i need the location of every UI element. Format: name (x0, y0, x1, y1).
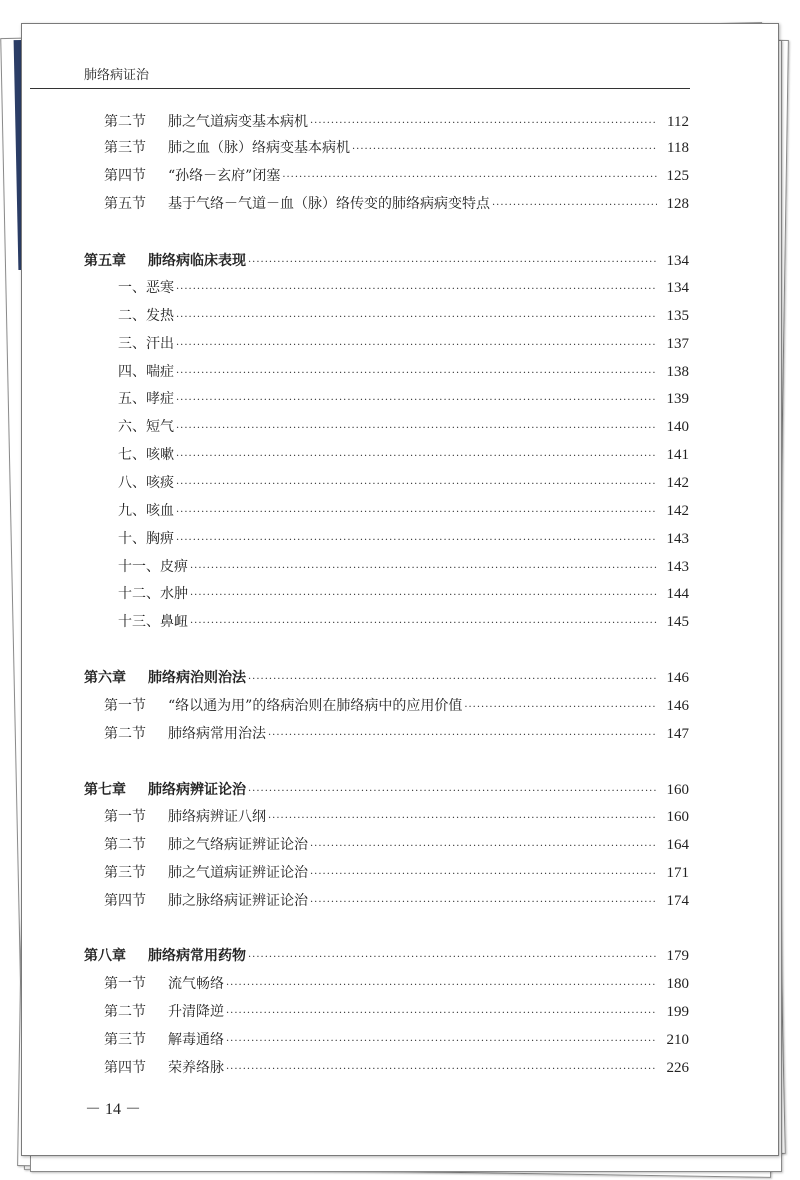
toc-item-row (118, 417, 689, 437)
toc-page: 160 (666, 809, 689, 825)
toc-title: 四、喘症 (118, 364, 174, 380)
toc-number: 第一节 (104, 698, 146, 714)
toc-title: 肺络病辨证论治 (148, 782, 246, 798)
toc-page: 160 (666, 782, 689, 798)
dot-leader (226, 976, 657, 996)
toc-title: “络以通为用”的络病治则在肺络病中的应用价值 (168, 698, 463, 714)
running-header: 肺络病证治 (84, 68, 150, 83)
toc-page: 180 (666, 976, 689, 992)
dot-leader (176, 391, 657, 411)
toc-number: 第六章 (84, 670, 126, 686)
toc-section-row (104, 194, 689, 214)
toc-page: 137 (666, 336, 689, 352)
toc-page: 143 (666, 559, 689, 575)
toc-page: 128 (666, 196, 689, 212)
toc-page: 179 (666, 948, 689, 964)
toc-page: 199 (666, 1004, 689, 1020)
toc-page: 112 (667, 114, 689, 130)
dot-leader (310, 865, 657, 885)
toc-section-row (104, 974, 689, 994)
dot-leader (190, 559, 657, 579)
toc-section-row (104, 1002, 689, 1022)
toc-item-row (118, 445, 689, 465)
toc-page: 144 (666, 586, 689, 602)
toc-number: 第三节 (104, 865, 146, 881)
toc-chapter-row (84, 780, 689, 800)
dot-leader (226, 1032, 657, 1052)
toc-title: 肺之气道病变基本病机 (168, 114, 308, 130)
dot-leader (190, 586, 657, 606)
toc-title: 五、哮症 (118, 391, 174, 407)
dot-leader (310, 893, 657, 913)
toc-page: 174 (666, 893, 689, 909)
toc-item-row (118, 473, 689, 493)
dot-leader (310, 114, 657, 134)
toc-title: 十三、鼻衄 (118, 614, 188, 630)
dot-leader (464, 698, 657, 718)
dot-leader (352, 140, 657, 160)
toc-page: 226 (666, 1060, 689, 1076)
toc-section-row (104, 807, 689, 827)
toc-item-row (118, 306, 689, 326)
toc-section-row (104, 112, 689, 132)
toc-title: 流气畅络 (168, 976, 224, 992)
toc-page: 138 (666, 364, 689, 380)
toc-page: 140 (666, 419, 689, 435)
page-number: － 14 － (85, 1101, 142, 1118)
toc-number: 第一节 (104, 809, 146, 825)
toc-title: 肺之脉络病证辨证论治 (168, 893, 308, 909)
toc-item-row (118, 362, 689, 382)
dot-leader (282, 168, 657, 188)
dot-leader (176, 531, 657, 551)
dot-leader (176, 280, 657, 300)
dot-leader (492, 196, 657, 216)
toc-title: 十二、水肿 (118, 586, 188, 602)
dot-leader (268, 726, 657, 746)
toc-title: 二、发热 (118, 308, 174, 324)
toc-item-row (118, 529, 689, 549)
dot-leader (176, 308, 657, 328)
toc-section-row (104, 696, 689, 716)
toc-chapter-row (84, 251, 689, 271)
toc-title: “孙络－玄府”闭塞 (168, 168, 281, 184)
toc-page: 146 (666, 698, 689, 714)
toc-title: 八、咳痰 (118, 475, 174, 491)
dot-leader (268, 809, 657, 829)
dot-leader (226, 1060, 657, 1080)
toc-page: 171 (666, 865, 689, 881)
toc-number: 第五章 (84, 253, 126, 269)
toc-title: 荣养络脉 (168, 1060, 224, 1076)
toc-item-row (118, 612, 689, 632)
toc-page: 142 (666, 503, 689, 519)
toc-title: 十、胸痹 (118, 531, 174, 547)
toc-title: 肺之气络病证辨证论治 (168, 837, 308, 853)
toc-title: 六、短气 (118, 419, 174, 435)
toc-section-row (104, 835, 689, 855)
toc-title: 肺络病治则治法 (148, 670, 246, 686)
dot-leader (176, 475, 657, 495)
toc-chapter-row (84, 668, 689, 688)
toc-number: 第四节 (104, 168, 146, 184)
toc-page: 210 (666, 1032, 689, 1048)
toc-section-row (104, 1058, 689, 1078)
book-page (21, 23, 779, 1156)
toc-number: 第三节 (104, 140, 146, 156)
dot-leader (248, 948, 657, 968)
toc-number: 第七章 (84, 782, 126, 798)
toc-title: 解毒通络 (168, 1032, 224, 1048)
toc-item-row (118, 389, 689, 409)
dot-leader (176, 447, 657, 467)
toc-page: 147 (666, 726, 689, 742)
toc-page: 134 (666, 253, 689, 269)
toc-number: 第八章 (84, 948, 126, 964)
header-rule (30, 88, 690, 89)
toc-title: 肺络病常用药物 (148, 948, 246, 964)
toc-section-row (104, 1030, 689, 1050)
toc-page: 145 (666, 614, 689, 630)
toc-page: 135 (666, 308, 689, 324)
toc-page: 139 (666, 391, 689, 407)
dot-leader (310, 837, 657, 857)
dot-leader (176, 336, 657, 356)
toc-section-row (104, 863, 689, 883)
toc-section-row (104, 166, 689, 186)
dot-leader (176, 364, 657, 384)
toc-page: 118 (667, 140, 689, 156)
toc-title: 肺络病辨证八纲 (168, 809, 266, 825)
toc-page: 143 (666, 531, 689, 547)
toc-item-row (118, 584, 689, 604)
dot-leader (248, 670, 657, 690)
toc-page: 164 (666, 837, 689, 853)
toc-title: 肺之血（脉）络病变基本病机 (168, 140, 350, 156)
toc-section-row (104, 138, 689, 158)
toc-title: 基于气络－气道－血（脉）络传变的肺络病病变特点 (168, 196, 490, 212)
toc-number: 第二节 (104, 114, 146, 130)
toc-item-row (118, 501, 689, 521)
toc-number: 第三节 (104, 1032, 146, 1048)
toc-item-row (118, 557, 689, 577)
toc-page: 146 (666, 670, 689, 686)
toc-title: 升清降逆 (168, 1004, 224, 1020)
dot-leader (176, 503, 657, 523)
toc-title: 七、咳嗽 (118, 447, 174, 463)
toc-title: 一、恶寒 (118, 280, 174, 296)
toc-page: 134 (666, 280, 689, 296)
toc-number: 第一节 (104, 976, 146, 992)
toc-title: 九、咳血 (118, 503, 174, 519)
toc-number: 第四节 (104, 1060, 146, 1076)
dot-leader (226, 1004, 657, 1024)
toc-title: 十一、皮痹 (118, 559, 188, 575)
toc-title: 三、汗出 (118, 336, 174, 352)
dot-leader (248, 253, 657, 273)
toc-page: 141 (666, 447, 689, 463)
toc-title: 肺络病临床表现 (148, 253, 246, 269)
dot-leader (248, 782, 657, 802)
toc-title: 肺络病常用治法 (168, 726, 266, 742)
toc-section-row (104, 891, 689, 911)
toc-page: 125 (666, 168, 689, 184)
toc-number: 第二节 (104, 837, 146, 853)
toc-number: 第二节 (104, 726, 146, 742)
toc-chapter-row (84, 946, 689, 966)
toc-item-row (118, 278, 689, 298)
toc-section-row (104, 724, 689, 744)
toc-title: 肺之气道病证辨证论治 (168, 865, 308, 881)
dot-leader (176, 419, 657, 439)
toc-item-row (118, 334, 689, 354)
dot-leader (190, 614, 657, 634)
toc-number: 第四节 (104, 893, 146, 909)
toc-number: 第二节 (104, 1004, 146, 1020)
toc-number: 第五节 (104, 196, 146, 212)
toc-page: 142 (666, 475, 689, 491)
